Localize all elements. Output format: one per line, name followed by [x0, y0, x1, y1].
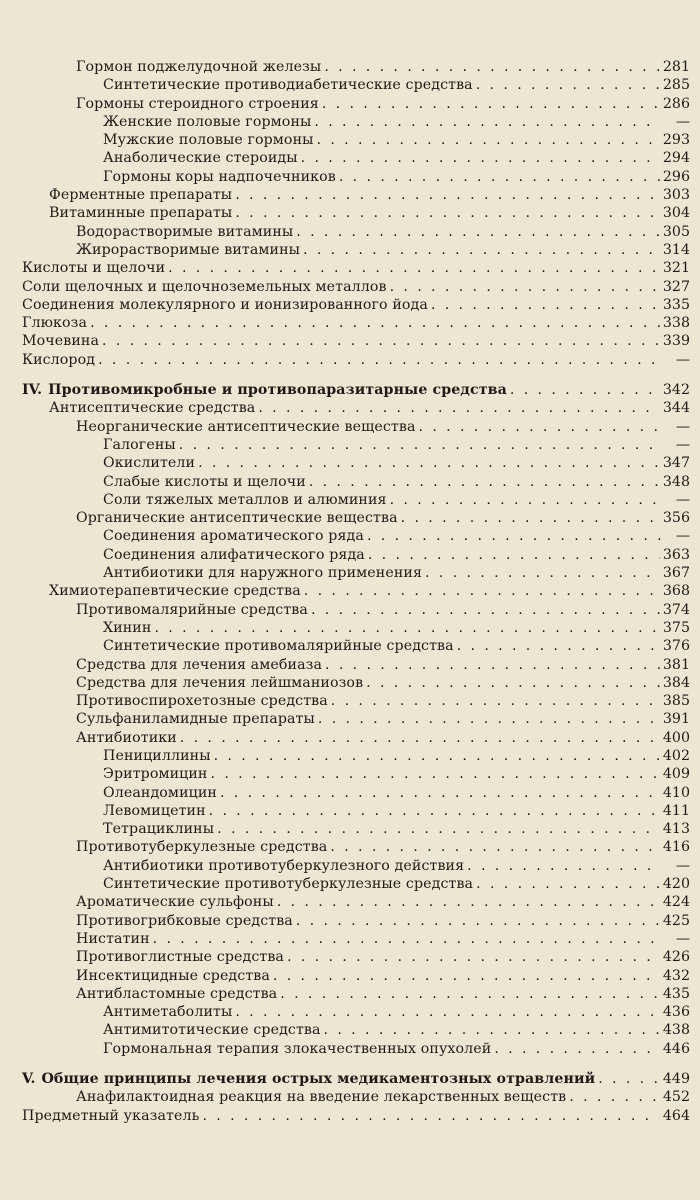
toc-entry: [22, 857, 690, 875]
toc-entry-title: Гормон поджелудочной железы: [76, 59, 322, 75]
toc-page-number: 285: [662, 77, 690, 94]
toc-entry: [22, 509, 690, 527]
toc-entry: [22, 546, 690, 564]
toc-page-number: 402: [662, 747, 690, 764]
toc-entry-title: Общие принципы лечения острых медикаментозных отравлений: [41, 1071, 596, 1088]
toc-entry-title: Мужские половые гормоны: [103, 132, 314, 149]
dot-leader: [258, 399, 660, 417]
dot-leader: [317, 131, 660, 149]
dot-leader: [153, 930, 661, 948]
toc-entry: [22, 168, 690, 186]
toc-page-number: —: [675, 113, 690, 130]
toc-page-number: 356: [662, 510, 690, 527]
toc-entry-title: Антибиотики: [76, 729, 177, 746]
toc-entry-title: Антимитотические средства: [103, 1022, 321, 1039]
dot-leader: [168, 259, 660, 277]
dot-leader: [235, 1003, 660, 1021]
dot-leader: [401, 509, 660, 527]
toc-entry: [22, 241, 690, 259]
toc-page-number: 438: [662, 1022, 690, 1039]
toc-page-number: 286: [662, 95, 690, 112]
toc-page-number: 420: [662, 876, 690, 893]
toc-entry: [22, 875, 690, 893]
toc-page-number: —: [675, 528, 690, 545]
toc-page-number: 385: [662, 693, 690, 710]
toc-entry-title: Антиметаболиты: [103, 1004, 233, 1021]
dot-leader: [179, 436, 661, 454]
toc-entry: [22, 747, 690, 765]
toc-entry: [22, 314, 690, 332]
toc-entry-title: Гормоны стероидного строения: [76, 95, 319, 112]
dot-leader: [366, 674, 660, 692]
toc-entry-title: Гормоны коры надпочечников: [103, 168, 336, 185]
toc-entry-title: Средства для лечения лейшманиозов: [76, 674, 364, 691]
toc-entry-title: Соли щелочных и щелочноземельных металлов: [22, 278, 387, 295]
dot-leader: [339, 168, 660, 186]
toc-page-number: 446: [662, 1040, 690, 1057]
toc-entry: [22, 204, 690, 222]
dot-leader: [296, 912, 660, 930]
toc-entry-title: Кислоты и щелочи: [22, 260, 166, 277]
toc-entry: [22, 473, 690, 491]
toc-page-number: 413: [662, 821, 690, 838]
toc-entry: [22, 564, 690, 582]
toc-entry: [22, 296, 690, 314]
dot-leader: [235, 204, 660, 222]
toc-entry-title: Средства для лечения амебиаза: [76, 656, 323, 673]
toc-page-number: 376: [662, 638, 690, 655]
dot-leader: [324, 1021, 660, 1039]
toc-entry: [22, 656, 690, 674]
toc-entry: [22, 948, 690, 966]
toc-page-number: 338: [662, 315, 690, 332]
toc-entry: [22, 278, 690, 296]
dot-leader: [301, 149, 660, 167]
toc-page-number: 436: [662, 1004, 690, 1021]
toc-entry-title: Соединения молекулярного и ионизированного йода: [22, 296, 428, 313]
dot-leader: [280, 985, 660, 1003]
toc-entry: [22, 692, 690, 710]
toc-page-number: —: [675, 930, 690, 947]
dot-leader: [202, 1107, 659, 1125]
toc-entry: [22, 619, 690, 637]
toc-entry: [22, 710, 690, 728]
toc-entry: [22, 637, 690, 655]
toc-page-number: 435: [662, 985, 690, 1002]
toc-entry: [22, 1107, 690, 1125]
toc-page-number: 367: [662, 565, 690, 582]
dot-leader: [510, 381, 660, 399]
dot-leader: [494, 1040, 660, 1058]
toc-entry: [22, 149, 690, 167]
dot-leader: [367, 527, 661, 545]
dot-leader: [303, 241, 660, 259]
toc-entry-title: Антибиотики для наружного применения: [103, 565, 423, 582]
toc-entry-title: Противотуберкулезные средства: [76, 839, 328, 856]
dot-leader: [569, 1088, 660, 1106]
toc-entry-title: Инсектицидные средства: [76, 967, 270, 984]
toc-page-number: 305: [662, 223, 690, 240]
dot-leader: [273, 967, 660, 985]
toc-entry: [22, 223, 690, 241]
toc-entry: [22, 95, 690, 113]
toc-page-number: 411: [662, 802, 690, 819]
toc-entry-title: Химиотерапевтические средства: [49, 583, 301, 600]
toc-entry-title: Противоглистные средства: [76, 949, 284, 966]
toc-entry: [22, 601, 690, 619]
dot-leader: [476, 875, 660, 893]
dot-leader: [331, 692, 660, 710]
toc-entry: [22, 351, 690, 369]
dot-leader: [325, 656, 660, 674]
toc-page-number: 327: [662, 278, 690, 295]
toc-entry-title: Соли тяжелых металлов и алюминия: [103, 491, 387, 508]
toc-entry-title: Антибластомные средства: [76, 985, 278, 1002]
toc-entry-title: Водорастворимые витамины: [76, 223, 294, 240]
toc-page-number: —: [675, 491, 690, 508]
toc-entry: [22, 131, 690, 149]
dot-leader: [318, 710, 660, 728]
toc-entry-title: Предметный указатель: [22, 1107, 200, 1124]
toc-entry-title: Анафилактоидная реакция на введение лекарственных веществ: [76, 1089, 567, 1106]
toc-entry: [22, 113, 690, 131]
dot-leader: [154, 619, 659, 637]
dot-leader: [425, 564, 660, 582]
toc-entry-title: Хинин: [103, 619, 152, 636]
toc-entry-title: Соединения алифатического ряда: [103, 546, 365, 563]
toc-entry-title: Синтетические противомалярийные средства: [103, 638, 454, 655]
toc-entry: [22, 186, 690, 204]
toc-page-number: 363: [662, 546, 690, 563]
dot-leader: [330, 838, 660, 856]
toc-page-number: 384: [662, 674, 690, 691]
toc-entry-title: Тетрациклины: [103, 821, 215, 838]
toc-entry-title: Синтетические противотуберкулезные средства: [103, 876, 474, 893]
dot-leader: [390, 491, 661, 509]
toc-entry: [22, 802, 690, 820]
toc-entry: [22, 967, 690, 985]
toc-entry-title: Женские половые гормоны: [103, 113, 312, 130]
toc-page-number: 449: [662, 1071, 690, 1088]
toc-page-number: —: [675, 857, 690, 874]
toc-page-number: 342: [662, 382, 690, 399]
toc-page-number: 347: [662, 455, 690, 472]
toc-entry-title: Олеандомицин: [103, 784, 217, 801]
toc-section-row: [22, 381, 690, 399]
table-of-contents: [22, 58, 690, 1125]
toc-page-number: 303: [662, 187, 690, 204]
toc-page-number: 374: [662, 601, 690, 618]
dot-leader: [220, 784, 660, 802]
toc-entry-title: Антибиотики противотуберкулезного действия: [103, 857, 465, 874]
toc-entry-title: Противогрибковые средства: [76, 912, 293, 929]
toc-entry: [22, 259, 690, 277]
toc-entry: [22, 399, 690, 417]
toc-entry-title: Неорганические антисептические вещества: [76, 418, 416, 435]
toc-entry-title: Кислород: [22, 351, 96, 368]
toc-page-number: 348: [662, 473, 690, 490]
toc-page-number: 335: [662, 296, 690, 313]
toc-page-number: 294: [662, 150, 690, 167]
toc-entry: [22, 527, 690, 545]
toc-entry: [22, 1088, 690, 1106]
toc-page-number: 381: [662, 656, 690, 673]
toc-page-number: 339: [662, 333, 690, 350]
toc-page-number: 424: [662, 894, 690, 911]
toc-entry-title: Анаболические стероиды: [103, 150, 298, 167]
section-number: V.: [22, 1071, 36, 1088]
toc-entry: [22, 674, 690, 692]
dot-leader: [296, 223, 660, 241]
toc-entry: [22, 765, 690, 783]
dot-leader: [98, 351, 661, 369]
toc-entry-title: Ароматические сульфоны: [76, 894, 274, 911]
dot-leader: [309, 473, 660, 491]
toc-entry: [22, 1040, 690, 1058]
dot-leader: [211, 765, 660, 783]
toc-entry-title: Левомицетин: [103, 802, 206, 819]
toc-page-number: 293: [662, 132, 690, 149]
dot-leader: [180, 729, 660, 747]
toc-page-number: 416: [662, 839, 690, 856]
dot-leader: [311, 601, 660, 619]
toc-page-number: 281: [662, 59, 690, 75]
toc-entry-title: Ферментные препараты: [49, 187, 233, 204]
toc-entry-title: Нистатин: [76, 930, 150, 947]
toc-page-number: 464: [662, 1107, 690, 1124]
toc-entry: [22, 893, 690, 911]
toc-entry-title: Синтетические противодиабетические средства: [103, 77, 473, 94]
toc-page-number: 426: [662, 949, 690, 966]
dot-leader: [324, 58, 660, 76]
toc-entry: [22, 491, 690, 509]
toc-entry: [22, 454, 690, 472]
dot-leader: [287, 948, 660, 966]
toc-section-row: [22, 1070, 690, 1088]
dot-leader: [431, 296, 660, 314]
toc-entry-title: Пенициллины: [103, 747, 211, 764]
dot-leader: [198, 454, 660, 472]
section-number: IV.: [22, 382, 43, 399]
dot-leader: [235, 186, 660, 204]
toc-page-number: 400: [662, 729, 690, 746]
toc-entry-title: Витаминные препараты: [49, 205, 233, 222]
dot-leader: [102, 332, 660, 350]
toc-page-number: 314: [662, 241, 690, 258]
toc-entry-title: Жирорастворимые витамины: [76, 241, 301, 258]
toc-entry-title: Глюкоза: [22, 315, 88, 332]
toc-entry-title: Сульфаниламидные препараты: [76, 711, 315, 728]
toc-entry-title: Антисептические средства: [49, 400, 256, 417]
toc-entry-title: Органические антисептические вещества: [76, 510, 398, 527]
toc-entry: [22, 784, 690, 802]
toc-entry: [22, 985, 690, 1003]
dot-leader: [598, 1070, 660, 1088]
dot-leader: [304, 582, 660, 600]
toc-entry: [22, 838, 690, 856]
dot-leader: [467, 857, 661, 875]
toc-entry-title: Мочевина: [22, 333, 100, 350]
toc-page-number: 304: [662, 205, 690, 222]
toc-entry: [22, 1003, 690, 1021]
toc-page-number: 296: [662, 168, 690, 185]
dot-leader: [368, 546, 660, 564]
toc-entry-title: Соединения ароматического ряда: [103, 528, 364, 545]
dot-leader: [214, 747, 660, 765]
toc-entry: [22, 729, 690, 747]
dot-leader: [419, 418, 661, 436]
toc-page-number: 375: [662, 619, 690, 636]
toc-entry-title: Эритромицин: [103, 766, 208, 783]
toc-entry-title: Противомикробные и противопаразитарные средства: [48, 382, 507, 399]
toc-entry: [22, 930, 690, 948]
toc-entry: [22, 582, 690, 600]
dot-leader: [217, 820, 660, 838]
dot-leader: [476, 76, 660, 94]
toc-page-number: 368: [662, 583, 690, 600]
dot-leader: [314, 113, 661, 131]
toc-page-number: 425: [662, 912, 690, 929]
toc-page-number: —: [675, 436, 690, 453]
toc-page-number: 321: [662, 260, 690, 277]
toc-entry: [22, 436, 690, 454]
toc-entry-title: Слабые кислоты и щелочи: [103, 473, 306, 490]
toc-page-number: 432: [662, 967, 690, 984]
toc-entry: [22, 76, 690, 94]
dot-leader: [390, 278, 660, 296]
toc-page-number: 391: [662, 711, 690, 728]
toc-entry: [22, 912, 690, 930]
toc-page-number: —: [675, 418, 690, 435]
toc-page-number: 344: [662, 400, 690, 417]
toc-entry-title: Противоспирохетозные средства: [76, 693, 328, 710]
toc-entry-title: Противомалярийные средства: [76, 601, 308, 618]
dot-leader: [322, 95, 660, 113]
toc-entry: [22, 418, 690, 436]
toc-entry-title: Окислители: [103, 455, 196, 472]
toc-entry-title: Галогены: [103, 436, 176, 453]
dot-leader: [457, 637, 660, 655]
toc-page-number: —: [675, 351, 690, 368]
dot-leader: [90, 314, 660, 332]
toc-entry: [22, 332, 690, 350]
toc-page-number: 409: [662, 766, 690, 783]
toc-entry-title: Гормональная терапия злокачественных опухолей: [103, 1040, 492, 1057]
toc-page-number: 410: [662, 784, 690, 801]
toc-entry: [22, 58, 690, 76]
toc-page-number: 452: [662, 1089, 690, 1106]
dot-leader: [209, 802, 660, 820]
dot-leader: [277, 893, 660, 911]
toc-entry: [22, 820, 690, 838]
toc-entry: [22, 1021, 690, 1039]
